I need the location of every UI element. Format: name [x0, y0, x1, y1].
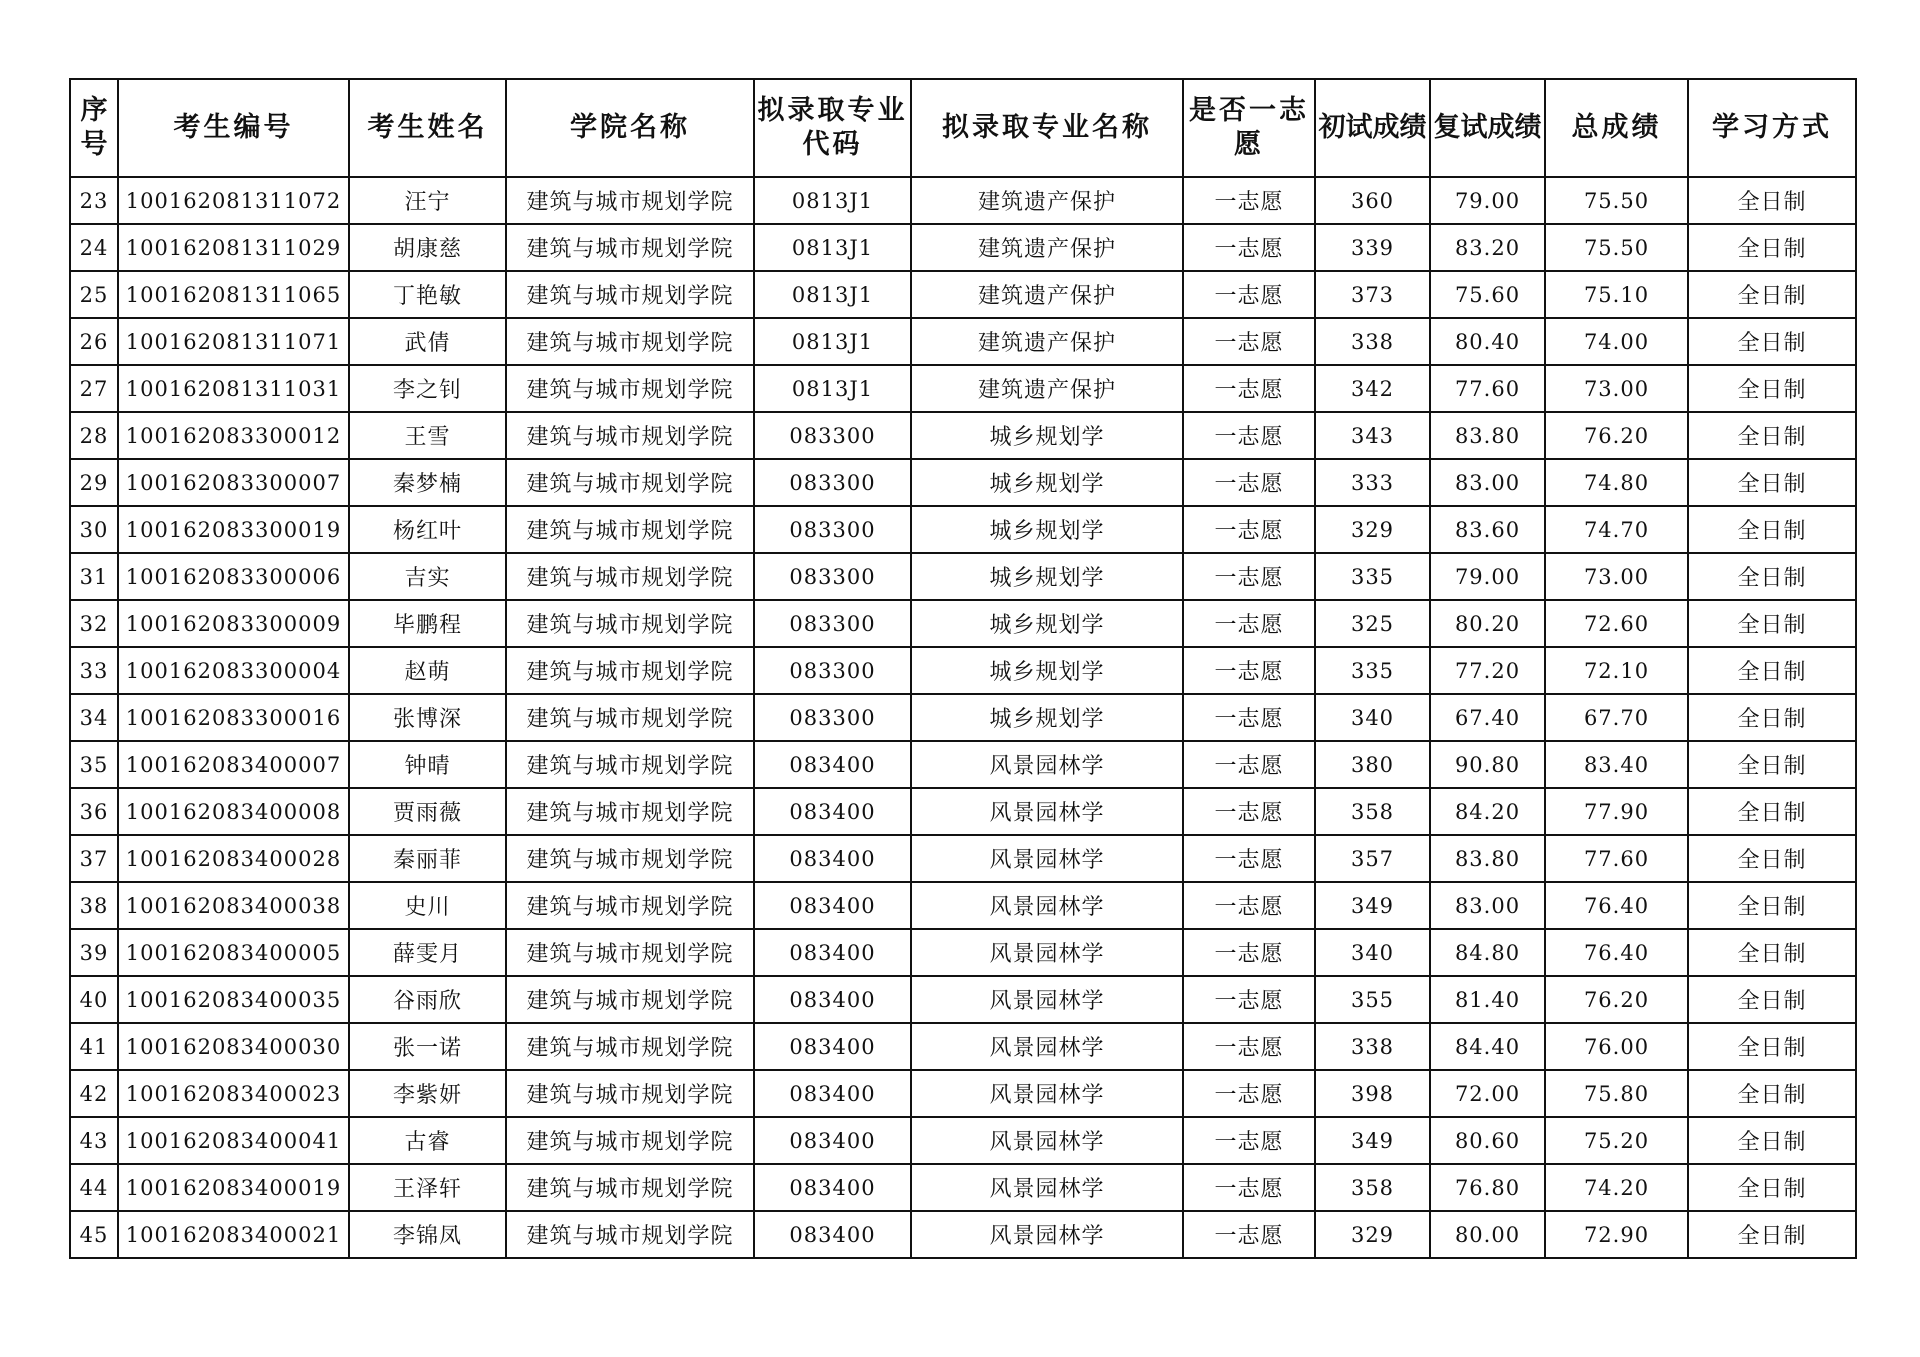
cell-initial-score: 340 — [1315, 694, 1430, 741]
cell-major-name: 风景园林学 — [911, 929, 1183, 976]
cell-first-choice: 一志愿 — [1183, 553, 1315, 600]
cell-major-name: 建筑遗产保护 — [911, 365, 1183, 412]
table-row — [70, 318, 1856, 365]
cell-major-name: 风景园林学 — [911, 1070, 1183, 1117]
cell-college: 建筑与城市规划学院 — [506, 1164, 754, 1211]
table-row — [70, 1211, 1856, 1258]
cell-total-score: 76.40 — [1545, 882, 1688, 929]
cell-college: 建筑与城市规划学院 — [506, 741, 754, 788]
cell-first-choice: 一志愿 — [1183, 600, 1315, 647]
cell-first-choice: 一志愿 — [1183, 882, 1315, 929]
cell-study-mode: 全日制 — [1688, 224, 1856, 271]
cell-initial-score: 333 — [1315, 459, 1430, 506]
cell-study-mode: 全日制 — [1688, 459, 1856, 506]
cell-study-mode: 全日制 — [1688, 1070, 1856, 1117]
table-row — [70, 1070, 1856, 1117]
cell-total-score: 76.00 — [1545, 1023, 1688, 1070]
cell-initial-score: 343 — [1315, 412, 1430, 459]
cell-college: 建筑与城市规划学院 — [506, 1070, 754, 1117]
cell-study-mode: 全日制 — [1688, 741, 1856, 788]
cell-candidate-id: 100162083300016 — [118, 694, 349, 741]
cell-college: 建筑与城市规划学院 — [506, 224, 754, 271]
cell-candidate-id: 100162083400038 — [118, 882, 349, 929]
cell-initial-score: 357 — [1315, 835, 1430, 882]
cell-first-choice: 一志愿 — [1183, 506, 1315, 553]
cell-initial-score: 342 — [1315, 365, 1430, 412]
cell-first-choice: 一志愿 — [1183, 1023, 1315, 1070]
cell-first-choice: 一志愿 — [1183, 741, 1315, 788]
cell-seq: 34 — [70, 694, 118, 741]
cell-total-score: 76.20 — [1545, 976, 1688, 1023]
cell-major-code: 083300 — [754, 506, 911, 553]
cell-study-mode: 全日制 — [1688, 976, 1856, 1023]
cell-first-choice: 一志愿 — [1183, 694, 1315, 741]
cell-total-score: 75.80 — [1545, 1070, 1688, 1117]
cell-college: 建筑与城市规划学院 — [506, 788, 754, 835]
cell-retest-score: 79.00 — [1430, 177, 1545, 224]
cell-college: 建筑与城市规划学院 — [506, 506, 754, 553]
cell-major-code: 083300 — [754, 694, 911, 741]
table-row — [70, 224, 1856, 271]
cell-candidate-name: 古睿 — [349, 1117, 506, 1164]
cell-major-code: 083300 — [754, 412, 911, 459]
header-candidate-name: 考生姓名 — [349, 79, 506, 177]
cell-candidate-id: 100162083300007 — [118, 459, 349, 506]
cell-first-choice: 一志愿 — [1183, 318, 1315, 365]
table-row — [70, 647, 1856, 694]
cell-candidate-name: 谷雨欣 — [349, 976, 506, 1023]
cell-major-name: 风景园林学 — [911, 741, 1183, 788]
table-row — [70, 600, 1856, 647]
cell-major-code: 083400 — [754, 1211, 911, 1258]
cell-major-code: 083400 — [754, 929, 911, 976]
cell-candidate-id: 100162083300012 — [118, 412, 349, 459]
cell-seq: 45 — [70, 1211, 118, 1258]
cell-retest-score: 77.20 — [1430, 647, 1545, 694]
cell-study-mode: 全日制 — [1688, 694, 1856, 741]
cell-initial-score: 325 — [1315, 600, 1430, 647]
cell-total-score: 73.00 — [1545, 553, 1688, 600]
table-row — [70, 553, 1856, 600]
cell-major-code: 083400 — [754, 1164, 911, 1211]
cell-candidate-name: 武倩 — [349, 318, 506, 365]
cell-candidate-id: 100162083300006 — [118, 553, 349, 600]
cell-major-code: 083400 — [754, 788, 911, 835]
cell-college: 建筑与城市规划学院 — [506, 1117, 754, 1164]
cell-college: 建筑与城市规划学院 — [506, 835, 754, 882]
cell-retest-score: 77.60 — [1430, 365, 1545, 412]
cell-initial-score: 349 — [1315, 882, 1430, 929]
cell-college: 建筑与城市规划学院 — [506, 929, 754, 976]
cell-initial-score: 380 — [1315, 741, 1430, 788]
cell-seq: 27 — [70, 365, 118, 412]
cell-college: 建筑与城市规划学院 — [506, 365, 754, 412]
cell-initial-score: 398 — [1315, 1070, 1430, 1117]
cell-total-score: 73.00 — [1545, 365, 1688, 412]
cell-first-choice: 一志愿 — [1183, 1117, 1315, 1164]
cell-first-choice: 一志愿 — [1183, 459, 1315, 506]
cell-retest-score: 76.80 — [1430, 1164, 1545, 1211]
cell-initial-score: 360 — [1315, 177, 1430, 224]
cell-study-mode: 全日制 — [1688, 600, 1856, 647]
table-row — [70, 1023, 1856, 1070]
table-row — [70, 271, 1856, 318]
cell-candidate-id: 100162083400041 — [118, 1117, 349, 1164]
cell-candidate-name: 毕鹏程 — [349, 600, 506, 647]
table-row — [70, 835, 1856, 882]
cell-retest-score: 83.00 — [1430, 459, 1545, 506]
cell-retest-score: 83.20 — [1430, 224, 1545, 271]
cell-candidate-name: 丁艳敏 — [349, 271, 506, 318]
cell-initial-score: 338 — [1315, 318, 1430, 365]
header-retest-score: 复试成绩 — [1430, 79, 1545, 177]
cell-total-score: 76.40 — [1545, 929, 1688, 976]
cell-retest-score: 84.20 — [1430, 788, 1545, 835]
header-seq: 序号 — [70, 79, 118, 177]
cell-candidate-id: 100162083400028 — [118, 835, 349, 882]
cell-candidate-name: 李紫妍 — [349, 1070, 506, 1117]
cell-candidate-name: 吉实 — [349, 553, 506, 600]
cell-initial-score: 339 — [1315, 224, 1430, 271]
cell-total-score: 67.70 — [1545, 694, 1688, 741]
cell-first-choice: 一志愿 — [1183, 1211, 1315, 1258]
cell-candidate-name: 秦丽菲 — [349, 835, 506, 882]
cell-seq: 44 — [70, 1164, 118, 1211]
cell-first-choice: 一志愿 — [1183, 929, 1315, 976]
cell-retest-score: 84.40 — [1430, 1023, 1545, 1070]
admission-table — [69, 78, 1857, 1259]
cell-study-mode: 全日制 — [1688, 647, 1856, 694]
cell-first-choice: 一志愿 — [1183, 365, 1315, 412]
cell-major-code: 0813J1 — [754, 365, 911, 412]
cell-major-code: 083400 — [754, 835, 911, 882]
header-total-score: 总成绩 — [1545, 79, 1688, 177]
cell-college: 建筑与城市规划学院 — [506, 1023, 754, 1070]
cell-candidate-name: 张一诺 — [349, 1023, 506, 1070]
header-candidate-id: 考生编号 — [118, 79, 349, 177]
cell-major-code: 083400 — [754, 1023, 911, 1070]
cell-candidate-id: 100162083300019 — [118, 506, 349, 553]
cell-college: 建筑与城市规划学院 — [506, 882, 754, 929]
cell-initial-score: 335 — [1315, 553, 1430, 600]
cell-study-mode: 全日制 — [1688, 553, 1856, 600]
cell-initial-score: 340 — [1315, 929, 1430, 976]
cell-candidate-id: 100162081311072 — [118, 177, 349, 224]
cell-candidate-id: 100162081311065 — [118, 271, 349, 318]
cell-candidate-id: 100162083400008 — [118, 788, 349, 835]
cell-retest-score: 83.00 — [1430, 882, 1545, 929]
cell-major-code: 0813J1 — [754, 271, 911, 318]
header-major-name: 拟录取专业名称 — [911, 79, 1183, 177]
cell-college: 建筑与城市规划学院 — [506, 459, 754, 506]
cell-study-mode: 全日制 — [1688, 271, 1856, 318]
cell-college: 建筑与城市规划学院 — [506, 694, 754, 741]
cell-candidate-id: 100162081311029 — [118, 224, 349, 271]
cell-total-score: 75.20 — [1545, 1117, 1688, 1164]
cell-retest-score: 67.40 — [1430, 694, 1545, 741]
cell-initial-score: 338 — [1315, 1023, 1430, 1070]
cell-retest-score: 84.80 — [1430, 929, 1545, 976]
cell-candidate-name: 贾雨薇 — [349, 788, 506, 835]
cell-study-mode: 全日制 — [1688, 882, 1856, 929]
cell-total-score: 77.60 — [1545, 835, 1688, 882]
cell-college: 建筑与城市规划学院 — [506, 177, 754, 224]
cell-study-mode: 全日制 — [1688, 788, 1856, 835]
cell-major-code: 083300 — [754, 647, 911, 694]
cell-retest-score: 80.00 — [1430, 1211, 1545, 1258]
cell-seq: 23 — [70, 177, 118, 224]
cell-major-name: 风景园林学 — [911, 1164, 1183, 1211]
cell-total-score: 75.50 — [1545, 224, 1688, 271]
cell-study-mode: 全日制 — [1688, 929, 1856, 976]
cell-first-choice: 一志愿 — [1183, 788, 1315, 835]
cell-major-code: 083400 — [754, 741, 911, 788]
cell-major-code: 083400 — [754, 882, 911, 929]
cell-seq: 39 — [70, 929, 118, 976]
cell-total-score: 83.40 — [1545, 741, 1688, 788]
table-row — [70, 1117, 1856, 1164]
cell-initial-score: 329 — [1315, 1211, 1430, 1258]
cell-candidate-id: 100162081311071 — [118, 318, 349, 365]
table-row — [70, 741, 1856, 788]
cell-major-code: 083400 — [754, 1117, 911, 1164]
cell-first-choice: 一志愿 — [1183, 271, 1315, 318]
cell-college: 建筑与城市规划学院 — [506, 271, 754, 318]
table-row — [70, 177, 1856, 224]
cell-seq: 36 — [70, 788, 118, 835]
cell-total-score: 74.80 — [1545, 459, 1688, 506]
cell-seq: 42 — [70, 1070, 118, 1117]
cell-candidate-id: 100162081311031 — [118, 365, 349, 412]
header-initial-score: 初试成绩 — [1315, 79, 1430, 177]
cell-seq: 43 — [70, 1117, 118, 1164]
table-row — [70, 412, 1856, 459]
cell-candidate-id: 100162083400035 — [118, 976, 349, 1023]
cell-major-name: 风景园林学 — [911, 1211, 1183, 1258]
cell-initial-score: 335 — [1315, 647, 1430, 694]
cell-study-mode: 全日制 — [1688, 1023, 1856, 1070]
table-row — [70, 976, 1856, 1023]
cell-major-name: 风景园林学 — [911, 882, 1183, 929]
cell-college: 建筑与城市规划学院 — [506, 976, 754, 1023]
cell-first-choice: 一志愿 — [1183, 177, 1315, 224]
cell-candidate-name: 史川 — [349, 882, 506, 929]
cell-major-name: 建筑遗产保护 — [911, 224, 1183, 271]
cell-study-mode: 全日制 — [1688, 1164, 1856, 1211]
header-college: 学院名称 — [506, 79, 754, 177]
cell-first-choice: 一志愿 — [1183, 1164, 1315, 1211]
cell-first-choice: 一志愿 — [1183, 976, 1315, 1023]
cell-candidate-name: 李之钊 — [349, 365, 506, 412]
table-row — [70, 1164, 1856, 1211]
cell-candidate-name: 王雪 — [349, 412, 506, 459]
cell-seq: 38 — [70, 882, 118, 929]
cell-seq: 31 — [70, 553, 118, 600]
cell-seq: 40 — [70, 976, 118, 1023]
cell-major-name: 建筑遗产保护 — [911, 177, 1183, 224]
cell-candidate-id: 100162083400007 — [118, 741, 349, 788]
cell-study-mode: 全日制 — [1688, 1117, 1856, 1164]
cell-major-code: 0813J1 — [754, 224, 911, 271]
cell-seq: 35 — [70, 741, 118, 788]
cell-study-mode: 全日制 — [1688, 506, 1856, 553]
table-body — [70, 177, 1856, 1258]
cell-retest-score: 80.20 — [1430, 600, 1545, 647]
cell-college: 建筑与城市规划学院 — [506, 600, 754, 647]
cell-major-name: 城乡规划学 — [911, 506, 1183, 553]
cell-candidate-name: 薛雯月 — [349, 929, 506, 976]
cell-candidate-name: 胡康慈 — [349, 224, 506, 271]
header-major-code: 拟录取专业代码 — [754, 79, 911, 177]
cell-initial-score: 358 — [1315, 788, 1430, 835]
cell-candidate-name: 王泽轩 — [349, 1164, 506, 1211]
cell-college: 建筑与城市规划学院 — [506, 647, 754, 694]
cell-major-name: 城乡规划学 — [911, 694, 1183, 741]
cell-major-code: 0813J1 — [754, 177, 911, 224]
admission-list-page — [69, 78, 1855, 1259]
table-row — [70, 506, 1856, 553]
cell-initial-score: 373 — [1315, 271, 1430, 318]
cell-major-name: 城乡规划学 — [911, 412, 1183, 459]
header-study-mode: 学习方式 — [1688, 79, 1856, 177]
cell-first-choice: 一志愿 — [1183, 647, 1315, 694]
cell-study-mode: 全日制 — [1688, 412, 1856, 459]
cell-candidate-id: 100162083400005 — [118, 929, 349, 976]
cell-total-score: 74.20 — [1545, 1164, 1688, 1211]
cell-major-code: 0813J1 — [754, 318, 911, 365]
cell-total-score: 75.50 — [1545, 177, 1688, 224]
cell-retest-score: 75.60 — [1430, 271, 1545, 318]
cell-first-choice: 一志愿 — [1183, 1070, 1315, 1117]
cell-major-name: 城乡规划学 — [911, 647, 1183, 694]
cell-total-score: 77.90 — [1545, 788, 1688, 835]
cell-total-score: 74.00 — [1545, 318, 1688, 365]
cell-major-code: 083300 — [754, 459, 911, 506]
cell-candidate-id: 100162083300004 — [118, 647, 349, 694]
cell-study-mode: 全日制 — [1688, 835, 1856, 882]
cell-retest-score: 83.80 — [1430, 412, 1545, 459]
cell-seq: 28 — [70, 412, 118, 459]
cell-candidate-name: 秦梦楠 — [349, 459, 506, 506]
cell-candidate-name: 杨红叶 — [349, 506, 506, 553]
cell-seq: 30 — [70, 506, 118, 553]
cell-seq: 37 — [70, 835, 118, 882]
cell-initial-score: 355 — [1315, 976, 1430, 1023]
cell-first-choice: 一志愿 — [1183, 835, 1315, 882]
cell-college: 建筑与城市规划学院 — [506, 1211, 754, 1258]
cell-retest-score: 72.00 — [1430, 1070, 1545, 1117]
cell-retest-score: 80.60 — [1430, 1117, 1545, 1164]
cell-major-code: 083400 — [754, 1070, 911, 1117]
cell-seq: 26 — [70, 318, 118, 365]
cell-total-score: 74.70 — [1545, 506, 1688, 553]
header-first-choice: 是否一志愿 — [1183, 79, 1315, 177]
cell-major-name: 建筑遗产保护 — [911, 271, 1183, 318]
cell-candidate-id: 100162083400021 — [118, 1211, 349, 1258]
cell-total-score: 72.60 — [1545, 600, 1688, 647]
cell-major-name: 风景园林学 — [911, 835, 1183, 882]
cell-total-score: 72.90 — [1545, 1211, 1688, 1258]
cell-major-name: 城乡规划学 — [911, 459, 1183, 506]
cell-retest-score: 90.80 — [1430, 741, 1545, 788]
cell-candidate-name: 李锦凤 — [349, 1211, 506, 1258]
cell-candidate-id: 100162083300009 — [118, 600, 349, 647]
table-row — [70, 459, 1856, 506]
cell-initial-score: 349 — [1315, 1117, 1430, 1164]
cell-major-name: 风景园林学 — [911, 788, 1183, 835]
cell-retest-score: 83.60 — [1430, 506, 1545, 553]
cell-seq: 32 — [70, 600, 118, 647]
cell-initial-score: 358 — [1315, 1164, 1430, 1211]
cell-study-mode: 全日制 — [1688, 177, 1856, 224]
cell-retest-score: 81.40 — [1430, 976, 1545, 1023]
cell-candidate-name: 汪宁 — [349, 177, 506, 224]
cell-seq: 41 — [70, 1023, 118, 1070]
table-row — [70, 929, 1856, 976]
cell-major-name: 建筑遗产保护 — [911, 318, 1183, 365]
table-header — [70, 79, 1856, 177]
cell-study-mode: 全日制 — [1688, 318, 1856, 365]
cell-first-choice: 一志愿 — [1183, 412, 1315, 459]
cell-seq: 24 — [70, 224, 118, 271]
cell-retest-score: 79.00 — [1430, 553, 1545, 600]
cell-candidate-name: 赵萌 — [349, 647, 506, 694]
cell-total-score: 76.20 — [1545, 412, 1688, 459]
cell-study-mode: 全日制 — [1688, 365, 1856, 412]
cell-college: 建筑与城市规划学院 — [506, 318, 754, 365]
cell-candidate-id: 100162083400019 — [118, 1164, 349, 1211]
cell-initial-score: 329 — [1315, 506, 1430, 553]
table-row — [70, 694, 1856, 741]
cell-retest-score: 80.40 — [1430, 318, 1545, 365]
cell-candidate-id: 100162083400023 — [118, 1070, 349, 1117]
cell-total-score: 75.10 — [1545, 271, 1688, 318]
table-row — [70, 788, 1856, 835]
cell-major-name: 风景园林学 — [911, 1023, 1183, 1070]
cell-college: 建筑与城市规划学院 — [506, 412, 754, 459]
cell-major-name: 城乡规划学 — [911, 600, 1183, 647]
table-row — [70, 882, 1856, 929]
cell-candidate-name: 张博深 — [349, 694, 506, 741]
cell-retest-score: 83.80 — [1430, 835, 1545, 882]
cell-college: 建筑与城市规划学院 — [506, 553, 754, 600]
cell-seq: 29 — [70, 459, 118, 506]
cell-major-code: 083400 — [754, 976, 911, 1023]
cell-major-name: 城乡规划学 — [911, 553, 1183, 600]
cell-major-name: 风景园林学 — [911, 1117, 1183, 1164]
cell-major-code: 083300 — [754, 600, 911, 647]
cell-seq: 25 — [70, 271, 118, 318]
cell-major-name: 风景园林学 — [911, 976, 1183, 1023]
header-row — [70, 79, 1856, 177]
table-row — [70, 365, 1856, 412]
cell-seq: 33 — [70, 647, 118, 694]
cell-first-choice: 一志愿 — [1183, 224, 1315, 271]
cell-major-code: 083300 — [754, 553, 911, 600]
cell-candidate-name: 钟晴 — [349, 741, 506, 788]
cell-candidate-id: 100162083400030 — [118, 1023, 349, 1070]
cell-study-mode: 全日制 — [1688, 1211, 1856, 1258]
cell-total-score: 72.10 — [1545, 647, 1688, 694]
